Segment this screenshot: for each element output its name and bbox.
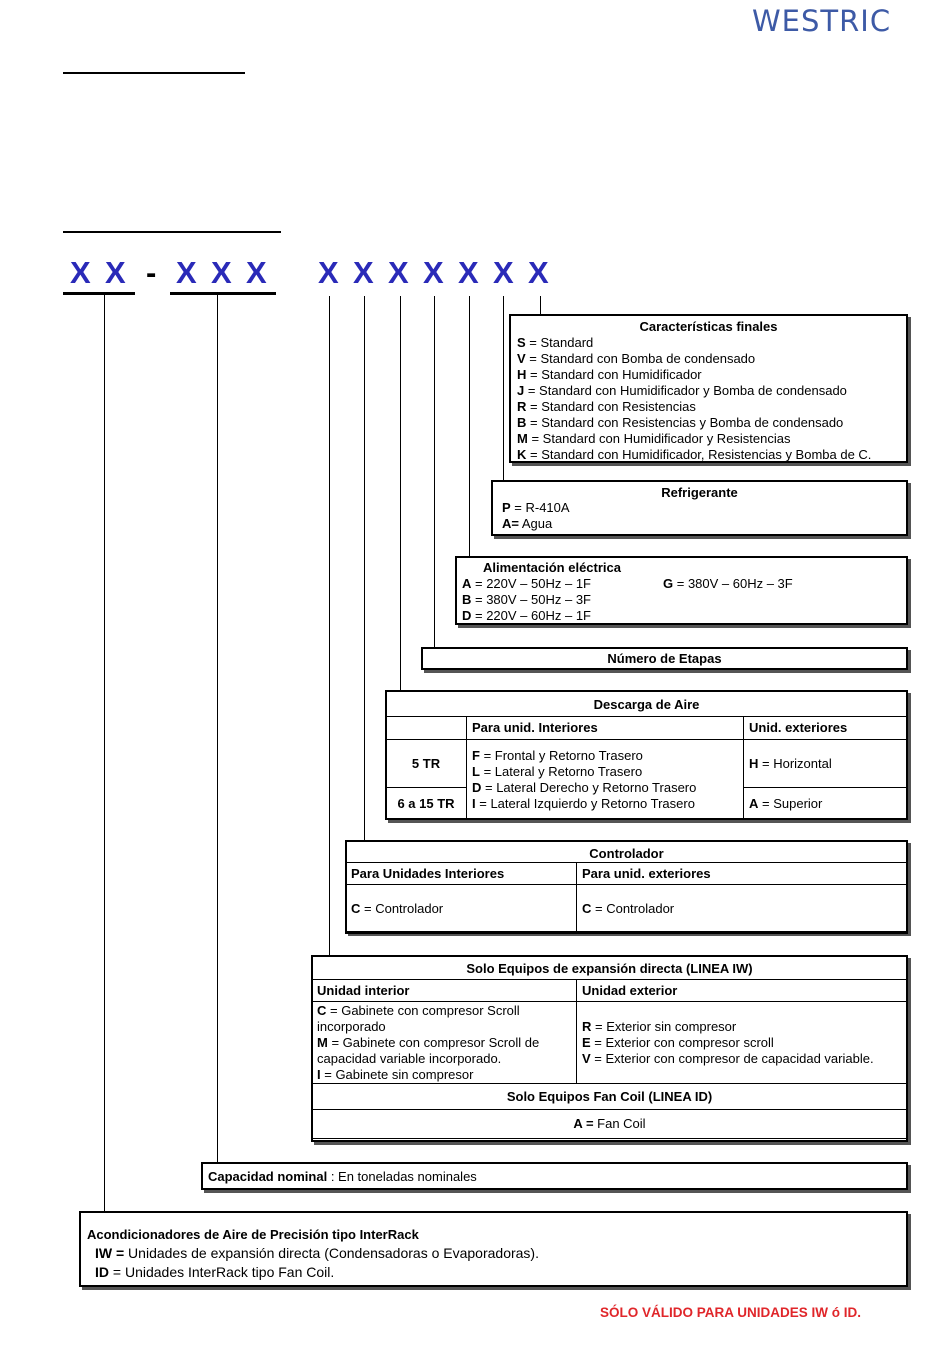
- connector-line: [364, 296, 365, 840]
- expansion-ext-item: R = Exterior sin compresor: [582, 1018, 737, 1034]
- expansion-col-int: Unidad interior: [317, 982, 410, 998]
- alimentacion-title: Alimentación eléctrica: [483, 560, 621, 575]
- refrigerante-box: [491, 480, 908, 536]
- expansion-table: Unidad interior Unidad exterior C = Gabinete con compresor Scroll incorporado M = Gabinete con compresor Scroll de capacidad variable incorporado. I = Gabinete sin compresor R = Exterior sin compresor E = Exterior con compresor scroll V = Exterior con compresor de capacidad variable. Solo Equipos Fan Coil (LINEA ID) A = Fan Coil: [311, 979, 908, 1139]
- descarga-row-5tr: 5 TR: [411, 755, 441, 771]
- code-char-4: X: [211, 255, 232, 290]
- caracteristica-item: S = Standard: [517, 335, 594, 350]
- expansion-col-ext: Unidad exterior: [582, 982, 678, 998]
- validity-note: SÓLO VÁLIDO PARA UNIDADES IW ó ID.: [600, 1305, 862, 1320]
- descarga-int-item: I = Lateral Izquierdo y Retorno Trasero: [472, 795, 695, 811]
- expansion-int-item: incorporado: [317, 1018, 386, 1034]
- code-underline-2: [170, 292, 276, 295]
- expansion-int-item: C = Gabinete con compresor Scroll: [317, 1002, 520, 1018]
- capacidad-text: Capacidad nominal : En toneladas nominales: [208, 1169, 477, 1184]
- code-char-3: X: [176, 255, 197, 290]
- alimentacion-box: [455, 556, 908, 625]
- alimentacion-item: B = 380V – 50Hz – 3F: [462, 592, 591, 607]
- caracteristica-item: V = Standard con Bomba de condensado: [517, 351, 756, 366]
- caracteristica-item: H = Standard con Humidificador: [517, 367, 702, 382]
- alimentacion-item: D = 220V – 60Hz – 1F: [462, 608, 591, 623]
- connector-line: [217, 294, 218, 1162]
- alimentacion-item: G = 380V – 60Hz – 3F: [663, 576, 793, 591]
- controlador-col-ext: Para unid. exteriores: [582, 865, 711, 881]
- code-char-10: X: [458, 255, 479, 290]
- etapas-box: [421, 647, 908, 670]
- expansion-ext-item: V = Exterior con compresor de capacidad variable.: [582, 1050, 874, 1066]
- code-dash: -: [146, 255, 157, 290]
- connector-line: [329, 296, 330, 955]
- code-char-2: X: [105, 255, 126, 290]
- descarga-ext-a: = Superior: [758, 795, 823, 811]
- code-underline-1: [63, 292, 135, 295]
- caracteristicas-box: [509, 314, 908, 463]
- descarga-box: [385, 690, 908, 820]
- expansion-box: [311, 955, 908, 1142]
- code-char-12: X: [528, 255, 549, 290]
- capacidad-box: [201, 1162, 908, 1190]
- connector-line: [400, 296, 401, 690]
- caracteristicas-title: Características finales: [639, 319, 778, 334]
- controlador-table: Para Unidades Interiores Para unid. exteriores C = Controlador C = Controlador: [345, 862, 908, 934]
- caracteristica-item: M = Standard con Humidificador y Resistencias: [517, 431, 791, 446]
- header-rule-1: [63, 72, 245, 74]
- fan-coil-title: Solo Equipos Fan Coil (LINEA ID): [506, 1088, 713, 1104]
- acondicionadores-iw: IW = Unidades de expansión directa (Condensadoras o Evaporadoras).: [95, 1245, 539, 1261]
- expansion-int-item: capacidad variable incorporado.: [317, 1050, 502, 1066]
- descarga-ext-h: = Horizontal: [758, 755, 832, 771]
- header-rule-2: [63, 231, 281, 233]
- expansion-title: Solo Equipos de expansión directa (LINEA IW): [466, 961, 753, 976]
- code-char-1: X: [70, 255, 91, 290]
- descarga-int-item: D = Lateral Derecho y Retorno Trasero: [472, 779, 697, 795]
- acondicionadores-title: Acondicionadores de Aire de Precisión tipo InterRack: [87, 1227, 419, 1242]
- caracteristica-item: J = Standard con Humidificador y Bomba de condensado: [517, 383, 847, 398]
- code-char-11: X: [493, 255, 514, 290]
- expansion-ext-item: E = Exterior con compresor scroll: [582, 1034, 774, 1050]
- refrigerante-item: A= Agua: [502, 516, 553, 531]
- descarga-int-item: L = Lateral y Retorno Trasero: [472, 763, 643, 779]
- connector-line: [503, 296, 504, 480]
- descarga-row-6-15tr: 6 a 15 TR: [397, 795, 455, 811]
- refrigerante-item: P = R-410A: [502, 500, 570, 515]
- expansion-int-item: I = Gabinete sin compresor: [317, 1066, 474, 1082]
- alimentacion-item: A = 220V – 50Hz – 1F: [462, 576, 591, 591]
- controlador-col-int: Para Unidades Interiores: [351, 865, 505, 881]
- refrigerante-title: Refrigerante: [661, 485, 738, 500]
- caracteristica-item: R = Standard con Resistencias: [517, 399, 696, 414]
- etapas-title: Número de Etapas: [607, 651, 722, 666]
- descarga-table: Para unid. Interiores Unid. exteriores 5 TR F = Frontal y Retorno Trasero L = Lateral y Retorno Trasero D = Lateral Derecho y Retorno Trasero I = Lateral Izquierdo y Retorno Trasero H = Horizontal 6 a 15 TR A = Superior: [385, 716, 908, 820]
- code-char-7: X: [353, 255, 374, 290]
- descarga-col-ext: Unid. exteriores: [749, 720, 848, 735]
- expansion-int-item: M = Gabinete con compresor Scroll de: [317, 1034, 540, 1050]
- connector-line: [469, 296, 470, 556]
- controlador-title: Controlador: [589, 846, 664, 861]
- connector-line: [104, 294, 105, 1211]
- caracteristica-item: B = Standard con Resistencias y Bomba de condensado: [517, 415, 844, 430]
- caracteristica-item: K = Standard con Humidificador, Resistencias y Bomba de C.: [517, 447, 872, 462]
- code-char-5: X: [246, 255, 267, 290]
- descarga-int-item: F = Frontal y Retorno Trasero: [472, 747, 643, 763]
- controlador-ext-value: = Controlador: [591, 901, 675, 916]
- acondicionadores-box: [79, 1211, 908, 1287]
- controlador-int-value: = Controlador: [360, 901, 444, 916]
- fan-coil-value: Fan Coil: [593, 1116, 646, 1131]
- acondicionadores-id: ID = Unidades InterRack tipo Fan Coil.: [95, 1264, 335, 1280]
- westric-logo: WESTRIC: [752, 4, 892, 38]
- code-char-9: X: [423, 255, 444, 290]
- descarga-col-int: Para unid. Interiores: [472, 720, 598, 735]
- controlador-box: [345, 840, 908, 933]
- connector-line: [540, 296, 541, 314]
- descarga-title: Descarga de Aire: [593, 697, 700, 712]
- code-char-6: X: [318, 255, 339, 290]
- connector-line: [434, 296, 435, 648]
- code-char-8: X: [388, 255, 409, 290]
